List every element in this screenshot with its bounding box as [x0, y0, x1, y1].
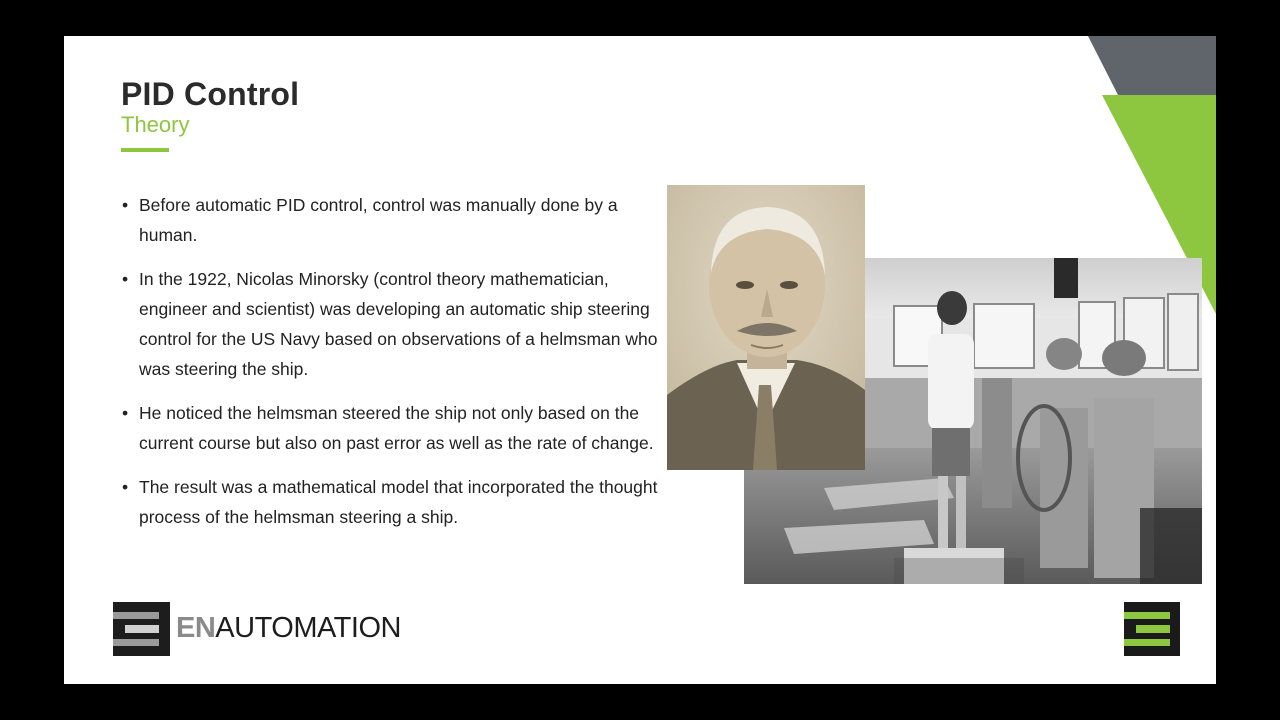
en-logo-mark-icon	[113, 602, 170, 656]
bullet-text: He noticed the helmsman steered the ship not only based on the current course but also on past error as well as the rate of change.	[139, 403, 654, 453]
bullet-list	[120, 190, 660, 546]
brand-wordmark	[176, 612, 401, 645]
slide	[64, 36, 1216, 684]
bullet-item	[120, 472, 660, 532]
bullet-item	[120, 264, 660, 384]
bullet-text: In the 1922, Nicolas Minorsky (control theory mathematician, engineer and scientist) was developing an automatic ship steering control for the US Navy based on observations of a helmsman who was steering the ship.	[139, 269, 658, 379]
bullet-text: Before automatic PID control, control was manually done by a human.	[139, 195, 618, 245]
slide-subtitle: Theory	[121, 112, 190, 137]
minorsky-portrait-photo	[667, 185, 865, 470]
bullet-item	[120, 398, 660, 458]
gray-corner-shape	[1088, 36, 1216, 95]
bullet-dot: •	[122, 195, 129, 215]
bullet-item	[120, 190, 660, 250]
bullet-dot: •	[122, 269, 129, 289]
bullet-text: The result was a mathematical model that incorporated the thought process of the helmsman steering a ship.	[139, 477, 658, 527]
title-underline	[121, 148, 169, 152]
brand-prefix: EN	[176, 612, 216, 644]
bullet-dot: •	[122, 403, 129, 423]
brand-suffix: AUTOMATION	[215, 612, 401, 644]
slide-title: PID Control	[121, 76, 300, 112]
en-logo-mark-green-icon	[1124, 602, 1180, 656]
bullet-dot: •	[122, 477, 129, 497]
